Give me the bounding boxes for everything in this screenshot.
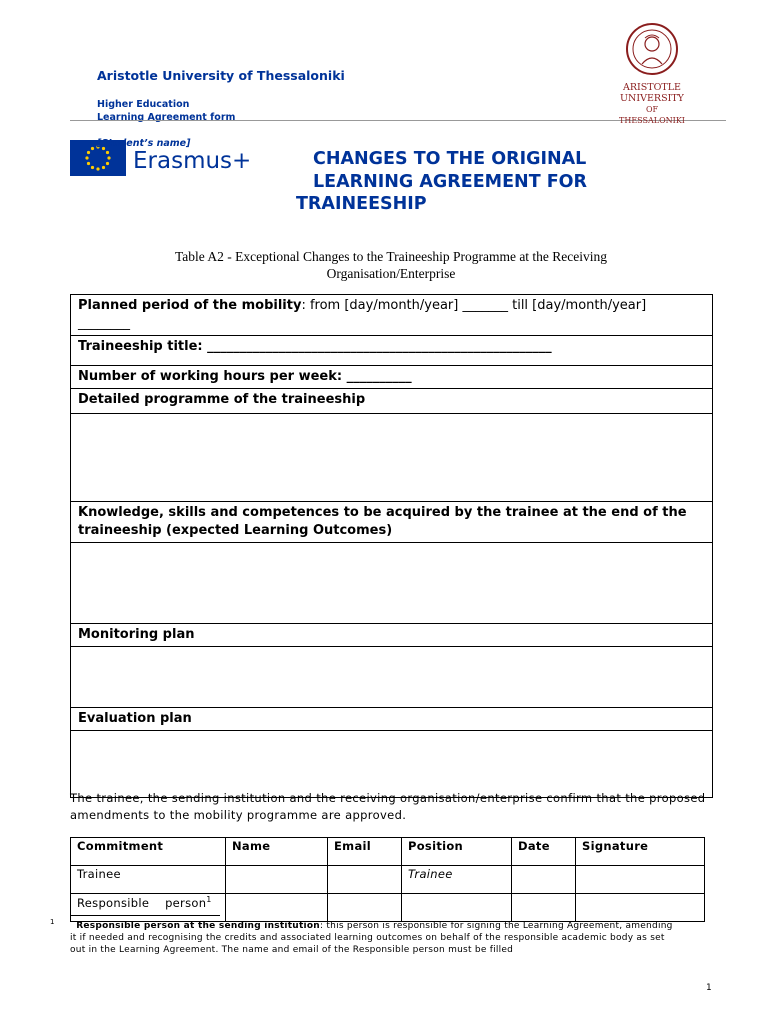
evaluation-plan-label: Evaluation plan [71,708,713,731]
header-date: Date [512,838,576,866]
signature-table [70,837,705,922]
footnote-ref[interactable]: 1 [206,895,212,904]
logo-line-3: OF THESSALONIKI [619,105,685,125]
caption-line-2: Organisation/Enterprise [326,266,456,281]
student-name-placeholder: [Student’s name] [97,138,191,149]
erasmus-logo-text: Erasmus+ [133,148,252,174]
footnote-divider [70,915,220,916]
planned-period-cell[interactable] [71,295,713,336]
university-name: Aristotle University of Thessaloniki [97,68,345,83]
title-line-1: CHANGES TO THE ORIGINAL [313,149,587,169]
detailed-programme-label: Detailed programme of the traineeship [71,389,713,414]
footnote-text [70,920,682,956]
trainee-signature-field[interactable] [576,866,705,894]
evaluation-plan-field[interactable] [71,731,713,798]
learning-outcomes-field[interactable] [71,543,713,624]
university-logo [618,22,686,126]
responsible-label-b: person [165,895,207,910]
responsible-date-field[interactable] [512,894,576,922]
header-position: Position [402,838,512,866]
header-name: Name [226,838,328,866]
footnote-bold: Responsible person at the sending institution [76,921,320,931]
footnote-body: : this person is responsible for signing the Learning Agreement, amending it if needed and recognising the credits and associated learning outcomes on behalf of the responsible academic body as set out in the Learning Agreement. The name and email of the Responsible person must be filled [70,921,673,955]
traineeship-title-cell[interactable]: Traineeship title: _____________________________________________________ [71,336,713,366]
subtitle-higher-education: Higher Education [97,99,190,110]
trainee-commitment: Trainee [71,866,226,894]
logo-line-2: UNIVERSITY [620,93,684,104]
monitoring-plan-field[interactable] [71,647,713,708]
caption-line-1: Table A2 - Exceptional Changes to the Traineeship Programme at the Receiving [174,249,608,264]
detailed-programme-field[interactable] [71,414,713,502]
responsible-signature-field[interactable] [576,894,705,922]
responsible-position-field[interactable] [402,894,512,922]
working-hours-cell[interactable]: Number of working hours per week: __________ [71,366,713,389]
responsible-name-field[interactable] [226,894,328,922]
title-line-2: LEARNING AGREEMENT FOR [313,171,588,192]
title-line-3: TRAINEESHIP [296,194,427,214]
responsible-email-field[interactable] [328,894,402,922]
document-title [296,148,676,216]
monitoring-plan-label: Monitoring plan [71,624,713,647]
planned-period-blank: ________ [78,316,130,331]
responsible-label-a: Responsible [77,895,150,910]
table-caption [70,248,712,282]
page-number: 1 [706,983,712,993]
logo-line-1: ARISTOTLE [623,82,681,93]
header-signature: Signature [576,838,705,866]
planned-period-label: Planned period of the mobility [78,298,302,313]
university-seal-icon [618,22,686,78]
header-commitment: Commitment [71,838,226,866]
trainee-position: Trainee [402,866,512,894]
learning-outcomes-label: Knowledge, skills and competences to be acquired by the trainee at the end of the traineeship (expected Learning Outcomes) [71,502,713,543]
header-email: Email [328,838,402,866]
trainee-email-field[interactable] [328,866,402,894]
confirmation-paragraph: The trainee, the sending institution and the receiving organisation/enterprise confirm that the proposed amendments to the mobility programme are approved. [70,791,706,822]
responsible-person-commitment [71,894,226,922]
trainee-date-field[interactable] [512,866,576,894]
traineeship-table [70,294,713,798]
planned-period-dates: : from [day/month/year] _______ till [day/month/year] [301,298,647,313]
trainee-name-field[interactable] [226,866,328,894]
footnote-mark: 1 [50,918,55,926]
subtitle-form-name: Learning Agreement form [97,112,236,123]
